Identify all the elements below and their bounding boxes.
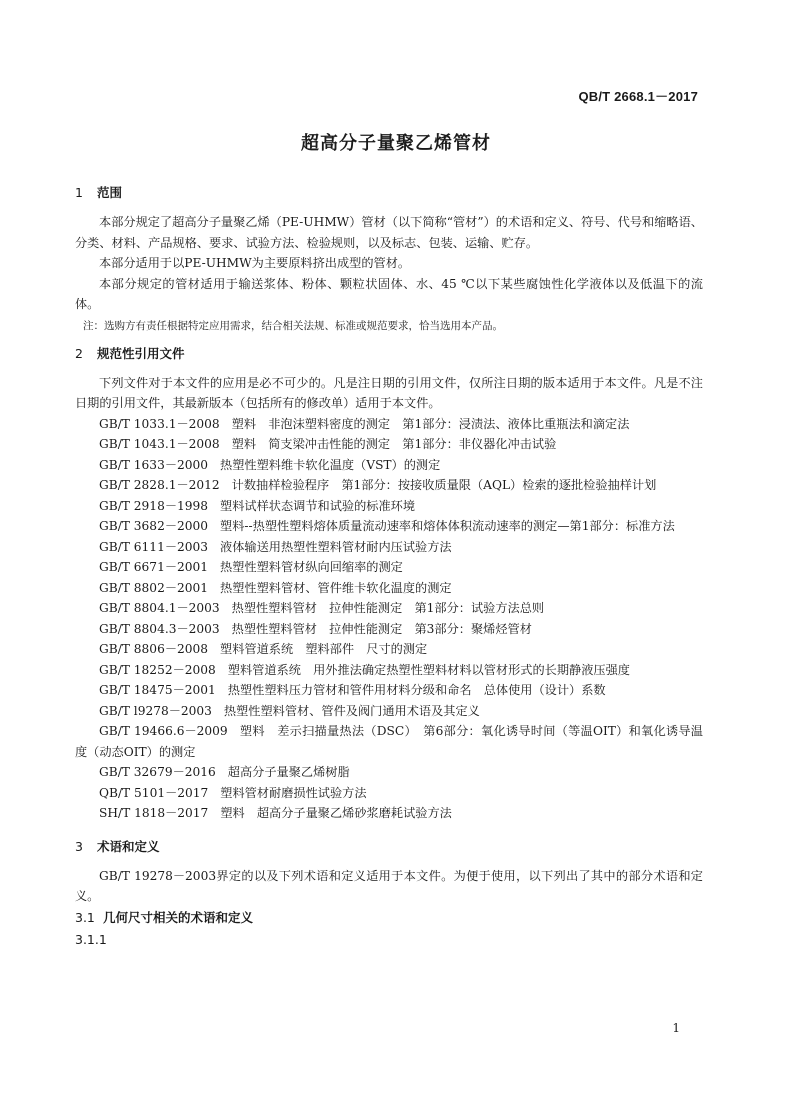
scope-note: 注：选购方有责任根据特定应用需求，结合相关法规、标准或规范要求，恰当选用本产品。 — [83, 319, 503, 332]
reference-title: 超高分子量聚乙烯树脂 — [227, 765, 350, 779]
reference-item — [75, 434, 703, 455]
reference-code: GB/T 3682－2000 — [99, 519, 209, 533]
terms-intro: GB/T 19278－2003界定的以及下列术语和定义适用于本文件。为便于使用，以下列出了其中的部分术语和定义。 — [75, 868, 703, 903]
reference-code: GB/T 19466.6－2009 — [99, 724, 228, 738]
reference-code: GB/T 6111－2003 — [99, 539, 209, 554]
reference-item — [75, 721, 703, 762]
reference-list — [75, 414, 703, 824]
clause-number: 3.1.1 — [75, 931, 107, 947]
reference-item — [75, 496, 703, 517]
reference-item — [75, 455, 703, 476]
reference-item — [75, 783, 703, 804]
reference-code: GB/T 1033.1－2008 — [99, 416, 220, 431]
reference-title: 塑料试样状态调节和试验的标准环境 — [220, 498, 416, 513]
reference-item — [75, 475, 703, 496]
reference-item — [75, 578, 703, 599]
reference-code: GB/T l9278－2003 — [99, 703, 212, 718]
reference-code: GB/T 8804.1－2003 — [99, 601, 220, 615]
section-number: 2 — [75, 345, 83, 361]
reference-title: 计数抽样检验程序 第1部分：按接收质量限（AQL）检索的逐批检验抽样计划 — [231, 478, 657, 492]
section-heading-scope — [75, 182, 703, 204]
reference-code: GB/T 8806－2008 — [99, 642, 209, 656]
reference-code: GB/T 18475－2001 — [99, 683, 216, 697]
section-title: 规范性引用文件 — [97, 345, 185, 361]
reference-title: 热塑性塑料维卡软化温度（VST）的测定 — [220, 457, 441, 472]
reference-item — [75, 639, 703, 660]
reference-code: GB/T 2828.1－2012 — [99, 478, 220, 492]
reference-code: GB/T 1043.1－2008 — [99, 437, 220, 451]
reference-title: 塑料管材耐磨损性试验方法 — [220, 785, 367, 800]
reference-title: 塑料 差示扫描量热法（DSC） 第6部分：氧化诱导时间（等温OIT）和氧化诱导温度（动态OIT）的测定 — [75, 724, 703, 759]
reference-item — [75, 762, 703, 783]
reference-item — [75, 598, 703, 619]
reference-title: 热塑性塑料管材纵向回缩率的测定 — [220, 560, 403, 574]
section-number: 1 — [75, 185, 83, 200]
scope-paragraph: 本部分适用于以PE-UHMW为主要原料挤出成型的管材。 — [99, 256, 411, 270]
reference-title: 热塑性塑料管材 拉伸性能测定 第1部分：试验方法总则 — [231, 601, 545, 615]
reference-code: GB/T 32679－2016 — [99, 765, 216, 779]
reference-title: 塑料 简支梁冲击性能的测定 第1部分：非仪器化冲击试验 — [231, 437, 557, 451]
section-number: 3 — [75, 838, 83, 854]
section-title: 术语和定义 — [97, 838, 160, 854]
reference-title: 液体输送用热塑性塑料管材耐内压试验方法 — [220, 539, 452, 554]
page-number: 1 — [672, 1021, 680, 1035]
section-heading-terms — [75, 836, 703, 858]
standard-code: QB/T 2668.1－2017 — [578, 89, 698, 104]
reference-title: 塑料 超高分子量聚乙烯砂浆磨耗试验方法 — [220, 806, 452, 820]
document-title: 超高分子量聚乙烯管材 — [301, 133, 491, 154]
reference-title: 塑料 非泡沫塑料密度的测定 第1部分：浸渍法、液体比重瓶法和滴定法 — [231, 416, 630, 431]
reference-item — [75, 537, 703, 558]
document-body — [75, 182, 703, 951]
reference-code: GB/T 6671－2001 — [99, 560, 209, 574]
references-intro: 下列文件对于本文件的应用是必不可少的。凡是注日期的引用文件，仅所注日期的版本适用于本文件。凡是不注日期的引用文件，其最新版本（包括所有的修改单）适用于本文件。 — [75, 375, 703, 410]
reference-item — [75, 660, 703, 681]
reference-title: 塑料--热塑性塑料熔体质量流动速率和熔体体积流动速率的测定—第1部分：标准方法 — [220, 519, 675, 533]
reference-item — [75, 803, 703, 824]
reference-item — [75, 414, 703, 435]
reference-title: 热塑性塑料管材 拉伸性能测定 第3部分：聚烯烃管材 — [231, 621, 532, 636]
reference-title: 塑料管道系统 塑料部件 尺寸的测定 — [220, 642, 428, 656]
section-heading-references — [75, 343, 703, 365]
subsection-title: 几何尺寸相关的术语和定义 — [103, 909, 254, 925]
reference-item — [75, 619, 703, 640]
scope-paragraph: 本部分规定的管材适用于输送浆体、粉体、颗粒状固体、水、45 ℃以下某些腐蚀性化学液体以及低温下的流体。 — [75, 276, 703, 311]
reference-code: GB/T 2918－1998 — [99, 498, 209, 513]
reference-item — [75, 680, 703, 701]
reference-title: 热塑性塑料管材、管件及阀门通用术语及其定义 — [223, 703, 480, 718]
reference-code: GB/T 8802－2001 — [99, 580, 209, 595]
reference-code: GB/T 8804.3－2003 — [99, 621, 220, 636]
reference-title: 热塑性塑料管材、管件维卡软化温度的测定 — [220, 580, 452, 595]
subsection-heading — [75, 907, 703, 929]
reference-title: 塑料管道系统 用外推法确定热塑性塑料材料以管材形式的长期静液压强度 — [227, 662, 630, 677]
reference-title: 热塑性塑料压力管材和管件用材料分级和命名 总体使用（设计）系数 — [227, 683, 606, 697]
reference-code: GB/T 1633－2000 — [99, 457, 209, 472]
reference-item — [75, 557, 703, 578]
reference-item — [75, 516, 703, 537]
reference-item — [75, 701, 703, 722]
scope-paragraph: 本部分规定了超高分子量聚乙烯（PE-UHMW）管材（以下简称“管材”）的术语和定义、符号、代号和缩略语、分类、材料、产品规格、要求、试验方法、检验规则，以及标志、包装、运输、贮存。 — [75, 215, 703, 250]
section-title: 范围 — [97, 185, 123, 200]
reference-code: GB/T 18252－2008 — [99, 662, 216, 677]
reference-code: QB/T 5101－2017 — [99, 785, 209, 800]
reference-code: SH/T 1818－2017 — [99, 806, 209, 820]
subsection-number: 3.1 — [75, 909, 95, 925]
